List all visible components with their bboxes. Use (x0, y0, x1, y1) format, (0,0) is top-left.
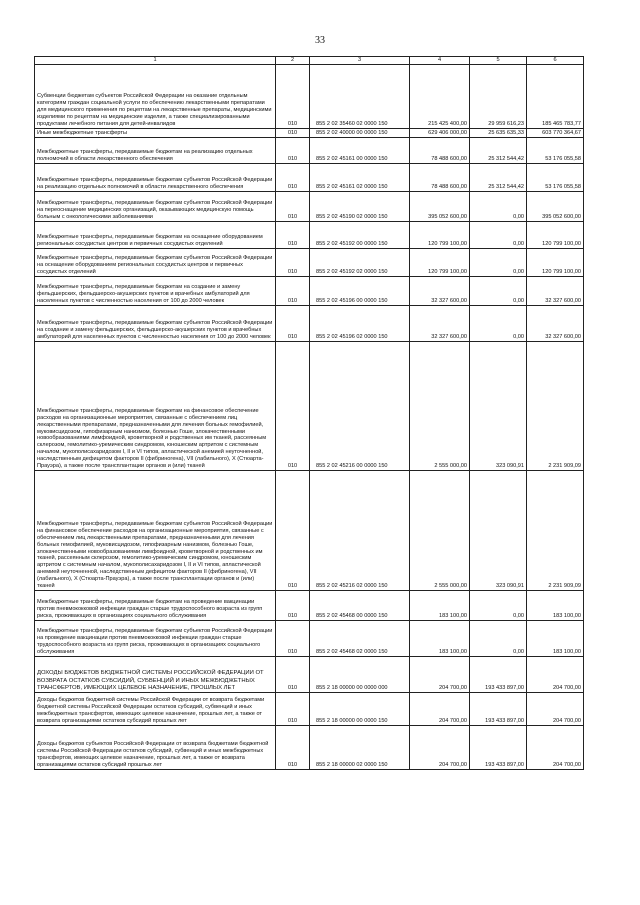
row-name: Межбюджетные трансферты, передаваемые бюджетам на реализацию отдельных полномочий в области лекарственного обеспечения (35, 138, 276, 164)
row-name: Межбюджетные трансферты, передаваемые бюджетам на финансовое обеспечение расходов на организационные мероприятия, связанные с обеспечением лиц лекарственными препаратами, предназначенными для лечения больных гемофилией, муковисцидозом, гипофизарным нанизмом, болезнью Гоше, злокачественными новообразованиями лимфоидной, кроветворной и родственных им тканей, рассеянным склерозом, гемолитико-уремическим синдромом, юношеским артритом с системным началом, мукополисахаридозом I, II и VI типов, апластической анемией неуточненной, наследственным дефицитом факторов II (фибриногена), VII (лабильного), X (Стюарта-Прауэра), а также после трансплантации органов и (или) тканей (35, 342, 276, 471)
table-row (35, 164, 584, 192)
row-plan-amount: 215 425 400,00 (410, 65, 470, 129)
row-kbk: 855 2 02 45196 02 0000 150 (310, 306, 410, 342)
row-kbk: 855 2 02 45196 00 0000 150 (310, 277, 410, 306)
table-row (35, 726, 584, 770)
row-plan-amount: 120 799 100,00 (410, 249, 470, 277)
row-plan-amount: 183 100,00 (410, 591, 470, 621)
table-row (35, 621, 584, 657)
report-table (34, 56, 584, 770)
row-code: 010 (276, 471, 310, 591)
column-header: 2 (276, 57, 310, 65)
row-plan-amount: 183 100,00 (410, 621, 470, 657)
row-name: Межбюджетные трансферты, передаваемые бюджетам субъектов Российской Федерации на финансовое обеспечение расходов на организационные мероприятия, связанные с обеспечением лиц лекарственными препаратами, предназначенными для лечения больных гемофилией, муковисцидозом, гипофизарным нанизмом, болезнью Гоше, злокачественными новообразованиями лимфоидной, кроветворной и родственных им тканей, рассеянным склерозом, гемолитико-уремическим синдромом, юношеским артритом с системным началом, мукополисахаридозом I, II и VI типов, апластической анемией неуточненной, наследственным дефицитом факторов II (фибриногена), VII (лабильного), X (Стюарта-Прауэра), а также после трансплантации органов и (или) тканей (35, 471, 276, 591)
row-kbk: 855 2 02 45161 02 0000 150 (310, 164, 410, 192)
row-plan-amount: 204 700,00 (410, 657, 470, 693)
row-code: 010 (276, 693, 310, 726)
header-row (35, 57, 584, 65)
row-plan-amount: 204 700,00 (410, 726, 470, 770)
row-plan-amount: 2 555 000,00 (410, 471, 470, 591)
row-code: 010 (276, 192, 310, 222)
row-executed-amount: 193 433 897,00 (470, 726, 527, 770)
row-remaining-amount: 32 327 600,00 (527, 277, 584, 306)
table-row (35, 192, 584, 222)
row-kbk: 855 2 18 00000 02 0000 150 (310, 726, 410, 770)
row-name: ДОХОДЫ БЮДЖЕТОВ БЮДЖЕТНОЙ СИСТЕМЫ РОССИЙСКОЙ ФЕДЕРАЦИИ ОТ ВОЗВРАТА ОСТАТКОВ СУБСИДИЙ, СУБВЕНЦИЙ И ИНЫХ МЕЖБЮДЖЕТНЫХ ТРАНСФЕРТОВ, ИМЕЮЩИХ ЦЕЛЕВОЕ НАЗНАЧЕНИЕ, ПРОШЛЫХ ЛЕТ (35, 657, 276, 693)
row-executed-amount: 25 312 544,42 (470, 138, 527, 164)
row-executed-amount: 193 433 897,00 (470, 693, 527, 726)
row-kbk: 855 2 02 45468 02 0000 150 (310, 621, 410, 657)
column-header: 4 (410, 57, 470, 65)
row-plan-amount: 32 327 600,00 (410, 306, 470, 342)
table-row (35, 249, 584, 277)
row-executed-amount: 0,00 (470, 306, 527, 342)
row-remaining-amount: 120 799 100,00 (527, 249, 584, 277)
row-kbk: 855 2 02 45192 02 0000 150 (310, 249, 410, 277)
row-code: 010 (276, 657, 310, 693)
row-kbk: 855 2 02 45216 02 0000 150 (310, 471, 410, 591)
row-plan-amount: 204 700,00 (410, 693, 470, 726)
column-header: 3 (310, 57, 410, 65)
row-kbk: 855 2 18 00000 00 0000 150 (310, 693, 410, 726)
row-code: 010 (276, 591, 310, 621)
row-plan-amount: 32 327 600,00 (410, 277, 470, 306)
page-number: 33 (315, 35, 325, 46)
row-name: Субвенции бюджетам субъектов Российской Федерации на оказание отдельным категориям граждан социальной услуги по обеспечению лекарственными препаратами для медицинского применения по рецептам на лекарственные препараты, медицинскими изделиями по рецептам на медицинские изделия, а также специализированными продуктами лечебного питания для детей-инвалидов (35, 65, 276, 129)
row-kbk: 855 2 02 45192 00 0000 150 (310, 222, 410, 249)
row-kbk: 855 2 18 00000 00 0000 000 (310, 657, 410, 693)
column-header: 5 (470, 57, 527, 65)
row-remaining-amount: 2 231 909,09 (527, 342, 584, 471)
row-name: Межбюджетные трансферты, передаваемые бюджетам субъектов Российской Федерации на реализацию отдельных полномочий в области лекарственного обеспечения (35, 164, 276, 192)
row-remaining-amount: 395 052 600,00 (527, 192, 584, 222)
row-plan-amount: 629 406 000,00 (410, 129, 470, 138)
table-row (35, 277, 584, 306)
row-name: Доходы бюджетов бюджетной системы Российской Федерации от возврата бюджетами бюджетной системы Российской Федерации остатков субсидий, субвенций и иных межбюджетных трансфертов, имеющих целевое назначение, прошлых лет, а также от возврата организациями остатков субсидий прошлых лет (35, 693, 276, 726)
row-remaining-amount: 204 700,00 (527, 657, 584, 693)
row-executed-amount: 25 635 635,33 (470, 129, 527, 138)
table-row (35, 591, 584, 621)
row-kbk: 855 2 02 40000 00 0000 150 (310, 129, 410, 138)
row-name: Межбюджетные трансферты, передаваемые бюджетам на оснащение оборудованием региональных сосудистых центров и первичных сосудистых отделений (35, 222, 276, 249)
row-plan-amount: 120 799 100,00 (410, 222, 470, 249)
row-executed-amount: 323 090,91 (470, 342, 527, 471)
row-remaining-amount: 603 770 364,67 (527, 129, 584, 138)
row-name: Межбюджетные трансферты, передаваемые бюджетам субъектов Российской Федерации на проведение вакцинации против пневмококковой инфекции граждан старше трудоспособного возраста из групп риска, проживающих в организациях социального обслуживания (35, 621, 276, 657)
table-row (35, 138, 584, 164)
row-plan-amount: 395 052 600,00 (410, 192, 470, 222)
row-name: Иные межбюджетные трансферты (35, 129, 276, 138)
row-code: 010 (276, 726, 310, 770)
row-name: Межбюджетные трансферты, передаваемые бюджетам субъектов Российской Федерации на создание и замену фельдшерских, фельдшерско-акушерских пунктов и врачебных амбулаторий для населенных пунктов с численностью населения от 100 до 2000 человек (35, 306, 276, 342)
row-kbk: 855 2 02 45190 02 0000 150 (310, 192, 410, 222)
row-code: 010 (276, 277, 310, 306)
row-executed-amount: 323 090,91 (470, 471, 527, 591)
row-remaining-amount: 53 176 055,58 (527, 138, 584, 164)
table-row (35, 657, 584, 693)
column-header: 6 (527, 57, 584, 65)
table-row (35, 342, 584, 471)
row-code: 010 (276, 621, 310, 657)
table-row (35, 129, 584, 138)
row-remaining-amount: 2 231 909,09 (527, 471, 584, 591)
table-row (35, 471, 584, 591)
row-remaining-amount: 183 100,00 (527, 591, 584, 621)
row-remaining-amount: 53 176 055,58 (527, 164, 584, 192)
table-row (35, 693, 584, 726)
row-kbk: 855 2 02 35460 02 0000 150 (310, 65, 410, 129)
row-executed-amount: 25 312 544,42 (470, 164, 527, 192)
row-remaining-amount: 183 100,00 (527, 621, 584, 657)
row-remaining-amount: 120 799 100,00 (527, 222, 584, 249)
row-executed-amount: 0,00 (470, 249, 527, 277)
row-name: Межбюджетные трансферты, передаваемые бюджетам на создание и замену фельдшерских, фельдшерско-акушерских пунктов и врачебных амбулаторий для населенных пунктов с численностью населения от 100 до 2000 человек (35, 277, 276, 306)
row-executed-amount: 0,00 (470, 222, 527, 249)
row-remaining-amount: 185 465 783,77 (527, 65, 584, 129)
row-code: 010 (276, 306, 310, 342)
row-kbk: 855 2 02 45468 00 0000 150 (310, 591, 410, 621)
row-code: 010 (276, 222, 310, 249)
row-remaining-amount: 32 327 600,00 (527, 306, 584, 342)
row-plan-amount: 78 488 600,00 (410, 138, 470, 164)
row-plan-amount: 2 555 000,00 (410, 342, 470, 471)
row-executed-amount: 0,00 (470, 277, 527, 306)
table-row (35, 222, 584, 249)
row-executed-amount: 0,00 (470, 192, 527, 222)
row-code: 010 (276, 164, 310, 192)
row-code: 010 (276, 65, 310, 129)
row-code: 010 (276, 129, 310, 138)
row-name: Межбюджетные трансферты, передаваемые бюджетам субъектов Российской Федерации на оснащение оборудованием региональных сосудистых центров и первичных сосудистых отделений (35, 249, 276, 277)
row-executed-amount: 0,00 (470, 621, 527, 657)
row-executed-amount: 0,00 (470, 591, 527, 621)
column-header: 1 (35, 57, 276, 65)
row-remaining-amount: 204 700,00 (527, 726, 584, 770)
table-row (35, 65, 584, 129)
row-name: Межбюджетные трансферты, передаваемые бюджетам на проведение вакцинации против пневмококковой инфекции граждан старше трудоспособного возраста из групп риска, проживающих в организациях социального обслуживания (35, 591, 276, 621)
table-row (35, 306, 584, 342)
row-executed-amount: 29 959 616,23 (470, 65, 527, 129)
row-kbk: 855 2 02 45161 00 0000 150 (310, 138, 410, 164)
row-code: 010 (276, 342, 310, 471)
row-executed-amount: 193 433 897,00 (470, 657, 527, 693)
row-plan-amount: 78 488 600,00 (410, 164, 470, 192)
row-kbk: 855 2 02 45216 00 0000 150 (310, 342, 410, 471)
row-remaining-amount: 204 700,00 (527, 693, 584, 726)
row-code: 010 (276, 249, 310, 277)
row-name: Доходы бюджетов субъектов Российской Федерации от возврата бюджетами бюджетной системы Российской Федерации остатков субсидий, субвенций и иных межбюджетных трансфертов, имеющих целевое назначение, прошлых лет, а также от возврата организациями остатков субсидий прошлых лет (35, 726, 276, 770)
row-code: 010 (276, 138, 310, 164)
row-name: Межбюджетные трансферты, передаваемые бюджетам субъектов Российской Федерации на переоснащение медицинских организаций, оказывающих медицинскую помощь больным с онкологическими заболеваниями (35, 192, 276, 222)
